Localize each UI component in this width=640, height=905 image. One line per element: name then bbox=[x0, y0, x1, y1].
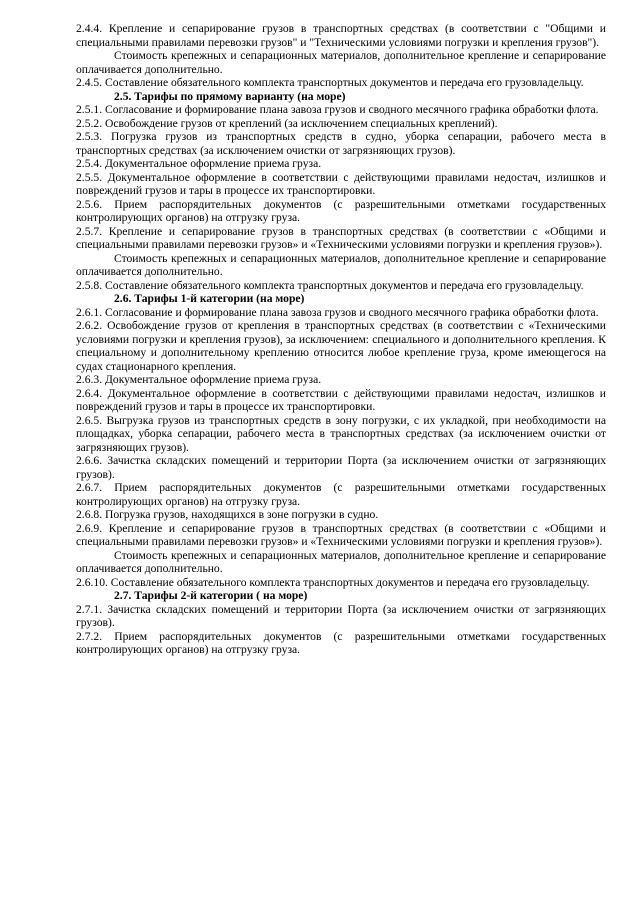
clause-2-5-2: 2.5.2. Освобождение грузов от креплений (за исключением специальных креплений). bbox=[76, 116, 498, 130]
clause-2-6-7: 2.6.7. Прием распорядительных документов (с разрешительными отметками государственных контролирующих органов) на отгрузку груза. bbox=[76, 481, 606, 508]
section-heading-2-5: 2.5. Тарифы по прямому варианту (на море) bbox=[114, 89, 346, 103]
clause-2-5-1: 2.5.1. Согласование и формирование плана завоза грузов и сводного месячного графика обработки флота. bbox=[76, 103, 599, 116]
clause-2-6-10: 2.6.10. Составление обязательного комплекта транспортных документов и передача его грузовладельцу. bbox=[76, 575, 590, 589]
clause-2-7-1: 2.7.1. Зачистка складских помещений и территории Порта (за исключением очистки от загрязняющих грузов). bbox=[76, 602, 606, 629]
clause-2-6-8: 2.6.8. Погрузка грузов, находящихся в зоне погрузки в судно. bbox=[76, 508, 379, 521]
clause-2-5-8: 2.5.8. Составление обязательного комплекта транспортных документов и передача его грузовладельцу. bbox=[76, 278, 584, 292]
cost-note: Стоимость крепежных и сепарационных материалов, дополнительное крепление и сепарирование оплачивается дополнительно. bbox=[76, 251, 606, 278]
clause-2-5-4: 2.5.4. Документальное оформление приема груза. bbox=[76, 157, 322, 170]
clause-2-6-1: 2.6.1. Согласование и формирование плана завоза грузов и сводного месячного графика обработки флота. bbox=[76, 305, 599, 319]
section-heading-2-7: 2.7. Тарифы 2-й категории ( на море) bbox=[114, 589, 308, 602]
clause-2-6-3: 2.6.3. Документальное оформление приема груза. bbox=[76, 373, 322, 386]
clause-2-4-5: 2.4.5. Составление обязательного комплекта транспортных документов и передача его грузовладельцу. bbox=[76, 76, 584, 89]
section-heading-2-6: 2.6. Тарифы 1-й категории (на море) bbox=[114, 292, 305, 305]
clause-2-6-9: 2.6.9. Крепление и сепарирование грузов в транспортных средствах (в соответствии с «Общими и специальными правилами перевозки грузов» и «Техническими условиями погрузки и крепления грузов»). bbox=[76, 521, 606, 548]
clause-2-4-4: 2.4.4. Крепление и сепарирование грузов в транспортных средствах (в соответствии с "Общими и специальными правилами перевозки грузов" и "Техническими условиями погрузки и крепления грузов"). bbox=[76, 22, 606, 49]
clause-2-5-5: 2.5.5. Документальное оформление в соответствии с действующими правилами недостач, излишков и повреждений грузов и тары в процессе их транспортировки. bbox=[76, 170, 606, 197]
clause-2-5-7: 2.5.7. Крепление и сепарирование грузов в транспортных средствах (в соответствии с «Общими и специальными правилами перевозки грузов» и «Техническими условиями погрузки и крепления грузов»). bbox=[76, 224, 606, 251]
clause-2-5-3: 2.5.3. Погрузка грузов из транспортных средств в судно, уборка сепарации, рабочего места в транспортных средствах (за исключением очистки от загрязняющих грузов). bbox=[76, 130, 606, 157]
clause-2-5-6: 2.5.6. Прием распорядительных документов (с разрешительными отметками государственных контролирующих органов) на отгрузку груза. bbox=[76, 197, 606, 224]
clause-2-6-4: 2.6.4. Документальное оформление в соответствии с действующими правилами недостач, излишков и повреждений грузов и тары в процессе их транспортировки. bbox=[76, 386, 606, 413]
clause-2-7-2: 2.7.2. Прием распорядительных документов (с разрешительными отметками государственных контролирующих органов) на отгрузку груза. bbox=[76, 629, 606, 656]
clause-2-6-5: 2.6.5. Выгрузка грузов из транспортных средств в зону погрузки, с их укладкой, при необходимости на площадках, уборка сепарации, рабочего места в транспортных средствах (за исключением очистки от загрязняющих грузов). bbox=[76, 413, 606, 454]
cost-note: Стоимость крепежных и сепарационных материалов, дополнительное крепление и сепарирование оплачивается дополнительно. bbox=[76, 49, 606, 76]
clause-2-6-6: 2.6.6. Зачистка складских помещений и территории Порта (за исключением очистки от загрязняющих грузов). bbox=[76, 454, 606, 481]
clause-2-6-2: 2.6.2. Освобождение грузов от крепления в транспортных средствах (в соответствии с «Техническими условиями погрузки и крепления грузов), за исключением: специального и дополнительного крепления. К специальному и дополнительному креплению относится любое крепление груза, кроме имеющегося на судах стационарного крепления. bbox=[76, 319, 606, 373]
cost-note: Стоимость крепежных и сепарационных материалов, дополнительное крепление и сепарирование оплачивается дополнительно. bbox=[76, 548, 606, 575]
